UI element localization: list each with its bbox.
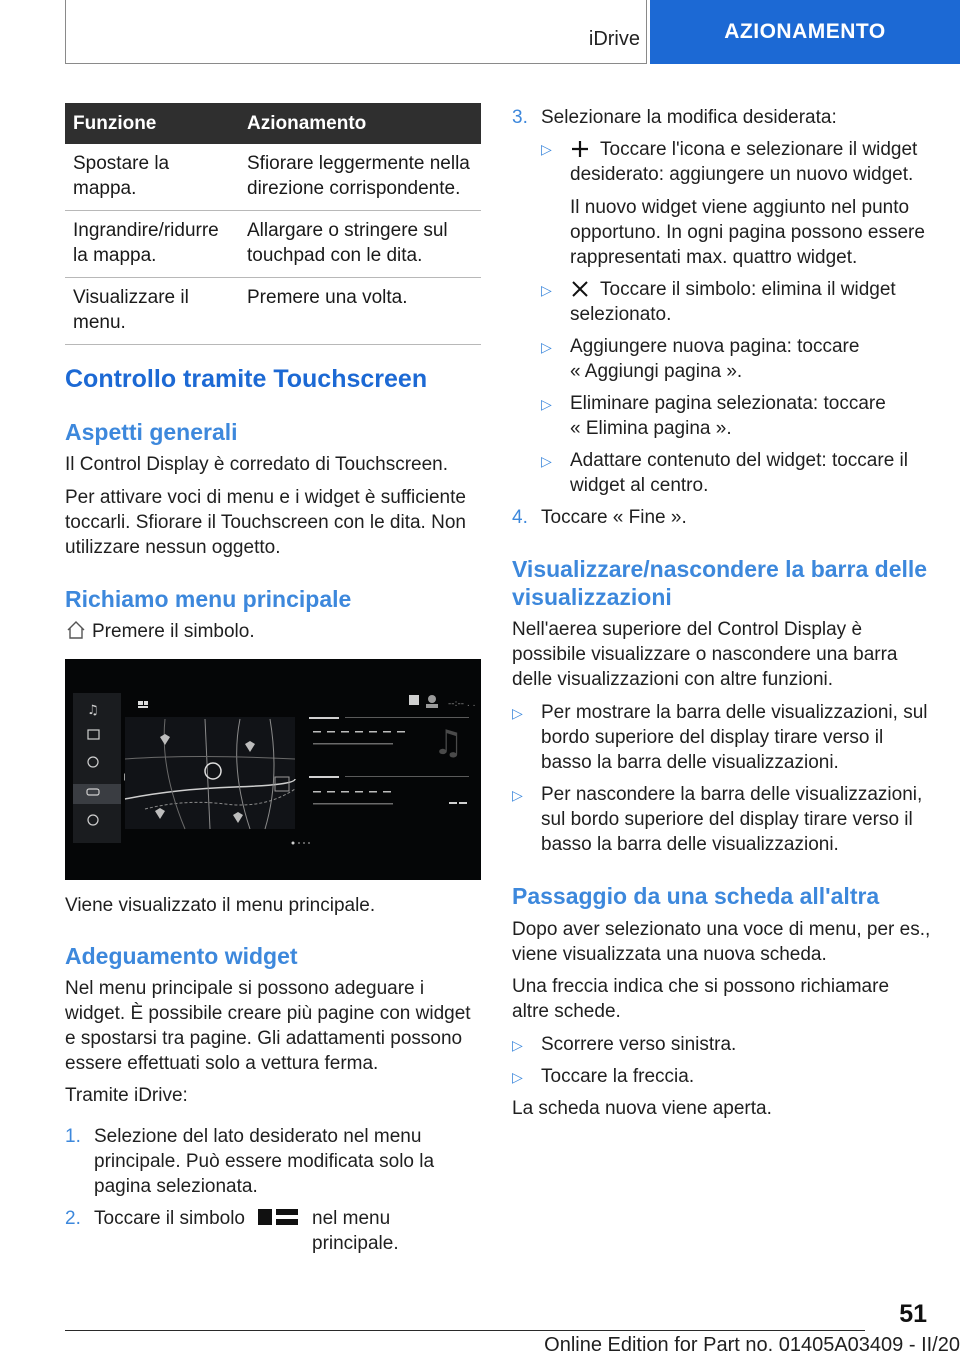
control-display-screenshot <box>65 659 481 880</box>
step-text: Selezione del lato desiderato nel menu principale. Può essere modificata solo la pagina selezionata. <box>94 1126 435 1197</box>
bullet-triangle-icon: ▷ <box>541 453 552 469</box>
bullet-triangle-icon: ▷ <box>541 396 552 412</box>
heading-touchscreen: Controllo tramite Touchscreen <box>65 365 428 393</box>
bullet-text: Toccare la freccia. <box>541 1066 695 1087</box>
step-number: 3. <box>512 107 528 128</box>
table-header-cell: Azionamento <box>239 103 481 144</box>
bullet-text: Aggiungere nuova pagina: toccare « Aggiungi pagina ». <box>570 336 860 382</box>
footer-divider <box>65 1330 865 1331</box>
step-number: 2. <box>65 1208 81 1229</box>
paragraph: Premere il simbolo. <box>92 621 255 642</box>
bullet-triangle-icon: ▷ <box>512 1069 523 1085</box>
paragraph: Viene visualizzato il menu principale. <box>65 895 376 916</box>
bullet-triangle-icon: ▷ <box>512 705 523 721</box>
bullet-text: Toccare l'icona e selezionare il widget desiderato: aggiungere un nuovo widget. <box>570 139 918 185</box>
paragraph: Nell'aerea superiore del Control Display è possibile visualizzare o nascondere una barra delle visualizzazioni con altre funzioni. <box>512 619 898 690</box>
paragraph: Una freccia indica che si possono richiamare altre schede. <box>512 976 890 1022</box>
table-header-cell: Funzione <box>65 103 239 144</box>
bullet-text: Adattare contenuto del widget: toccare il widget al centro. <box>570 450 908 496</box>
bullet-note: Il nuovo widget viene aggiunto nel punto opportuno. In ogni pagina possono essere rappresentati max. quattro widget. <box>570 197 925 268</box>
header-section: iDrive <box>588 28 640 50</box>
bullet-text: Eliminare pagina selezionata: toccare « Elimina pagina ». <box>570 393 886 439</box>
step-text: Toccare « Fine ». <box>541 507 687 528</box>
paragraph: Il Control Display è corredato di Touchscreen. <box>65 454 449 475</box>
svg-text:--:-- . .: --:-- . . <box>448 699 476 709</box>
bullet-text: Toccare il simbolo: elimina il widget selezionato. <box>570 279 896 325</box>
step-text: Toccare il simbolo <box>94 1208 245 1229</box>
svg-text:♫: ♫ <box>87 703 99 718</box>
bullet-triangle-icon: ▷ <box>512 787 523 803</box>
step-text: nel menu principale. <box>312 1208 399 1254</box>
paragraph: La scheda nuova viene aperta. <box>512 1098 772 1119</box>
table-cell: Visualizzare il menu. <box>65 278 239 345</box>
bullet-triangle-icon: ▷ <box>512 1037 523 1053</box>
header-chapter: AZIONAMENTO <box>650 0 960 64</box>
svg-text:♫: ♫ <box>433 723 464 763</box>
bullet-triangle-icon: ▷ <box>541 339 552 355</box>
step-number: 4. <box>512 507 528 528</box>
table-header-row <box>65 103 481 144</box>
heading-main-menu: Richiamo menu principale <box>65 586 352 612</box>
bullet-text: Per nascondere la barra delle visualizzazioni, sul bordo superiore del display tirare verso il basso la barra delle visualizzazioni. <box>541 784 923 855</box>
page-number: 51 <box>899 1300 927 1328</box>
bullet-triangle-icon: ▷ <box>541 141 552 157</box>
heading-display-bar: Visualizzare/nascondere la barra delle visualizzazioni <box>512 556 928 610</box>
step-number: 1. <box>65 1126 81 1147</box>
bullet-triangle-icon: ▷ <box>541 282 552 298</box>
heading-tabs: Passaggio da una scheda all'altra <box>512 883 880 909</box>
heading-general: Aspetti generali <box>65 419 238 445</box>
heading-widget: Adeguamento widget <box>65 943 298 969</box>
step-text: Selezionare la modifica desiderata: <box>541 107 837 128</box>
function-table <box>65 103 481 345</box>
table-cell: Sfiorare leggermente nella direzione corrispondente. <box>239 144 481 211</box>
paragraph: Nel menu principale si possono adeguare i widget. È possibile creare più pagine con widget e spostarsi tra pagine. Gli adattamenti possono essere effettuati solo a vettura ferma. <box>65 978 471 1074</box>
table-row <box>65 144 481 211</box>
widget-edit-icon <box>256 1207 304 1227</box>
paragraph: Per attivare voci di menu e i widget è sufficiente toccarli. Sfiorare il Touchscreen con le dita. Non utilizzare nessun oggetto. <box>65 487 466 558</box>
bullet-text: Per mostrare la barra delle visualizzazioni, sul bordo superiore del display tirare verso il basso la barra delle visualizzazioni. <box>541 702 928 773</box>
table-cell: Ingrandire/ridurre la mappa. <box>65 211 239 278</box>
table-cell: Allargare o stringere sul touchpad con le dita. <box>239 211 481 278</box>
table-cell: Premere una volta. <box>239 278 481 345</box>
bullet-text: Scorrere verso sinistra. <box>541 1034 737 1055</box>
home-icon <box>65 619 87 641</box>
table-cell: Spostare la mappa. <box>65 144 239 211</box>
paragraph: Dopo aver selezionato una voce di menu, per es., viene visualizzata una nuova scheda. <box>512 919 931 965</box>
table-row <box>65 211 481 278</box>
footer-edition: Online Edition for Part no. 01405A03409 - II/20 <box>544 1334 960 1356</box>
paragraph: Tramite iDrive: <box>65 1085 188 1106</box>
table-row <box>65 278 481 345</box>
